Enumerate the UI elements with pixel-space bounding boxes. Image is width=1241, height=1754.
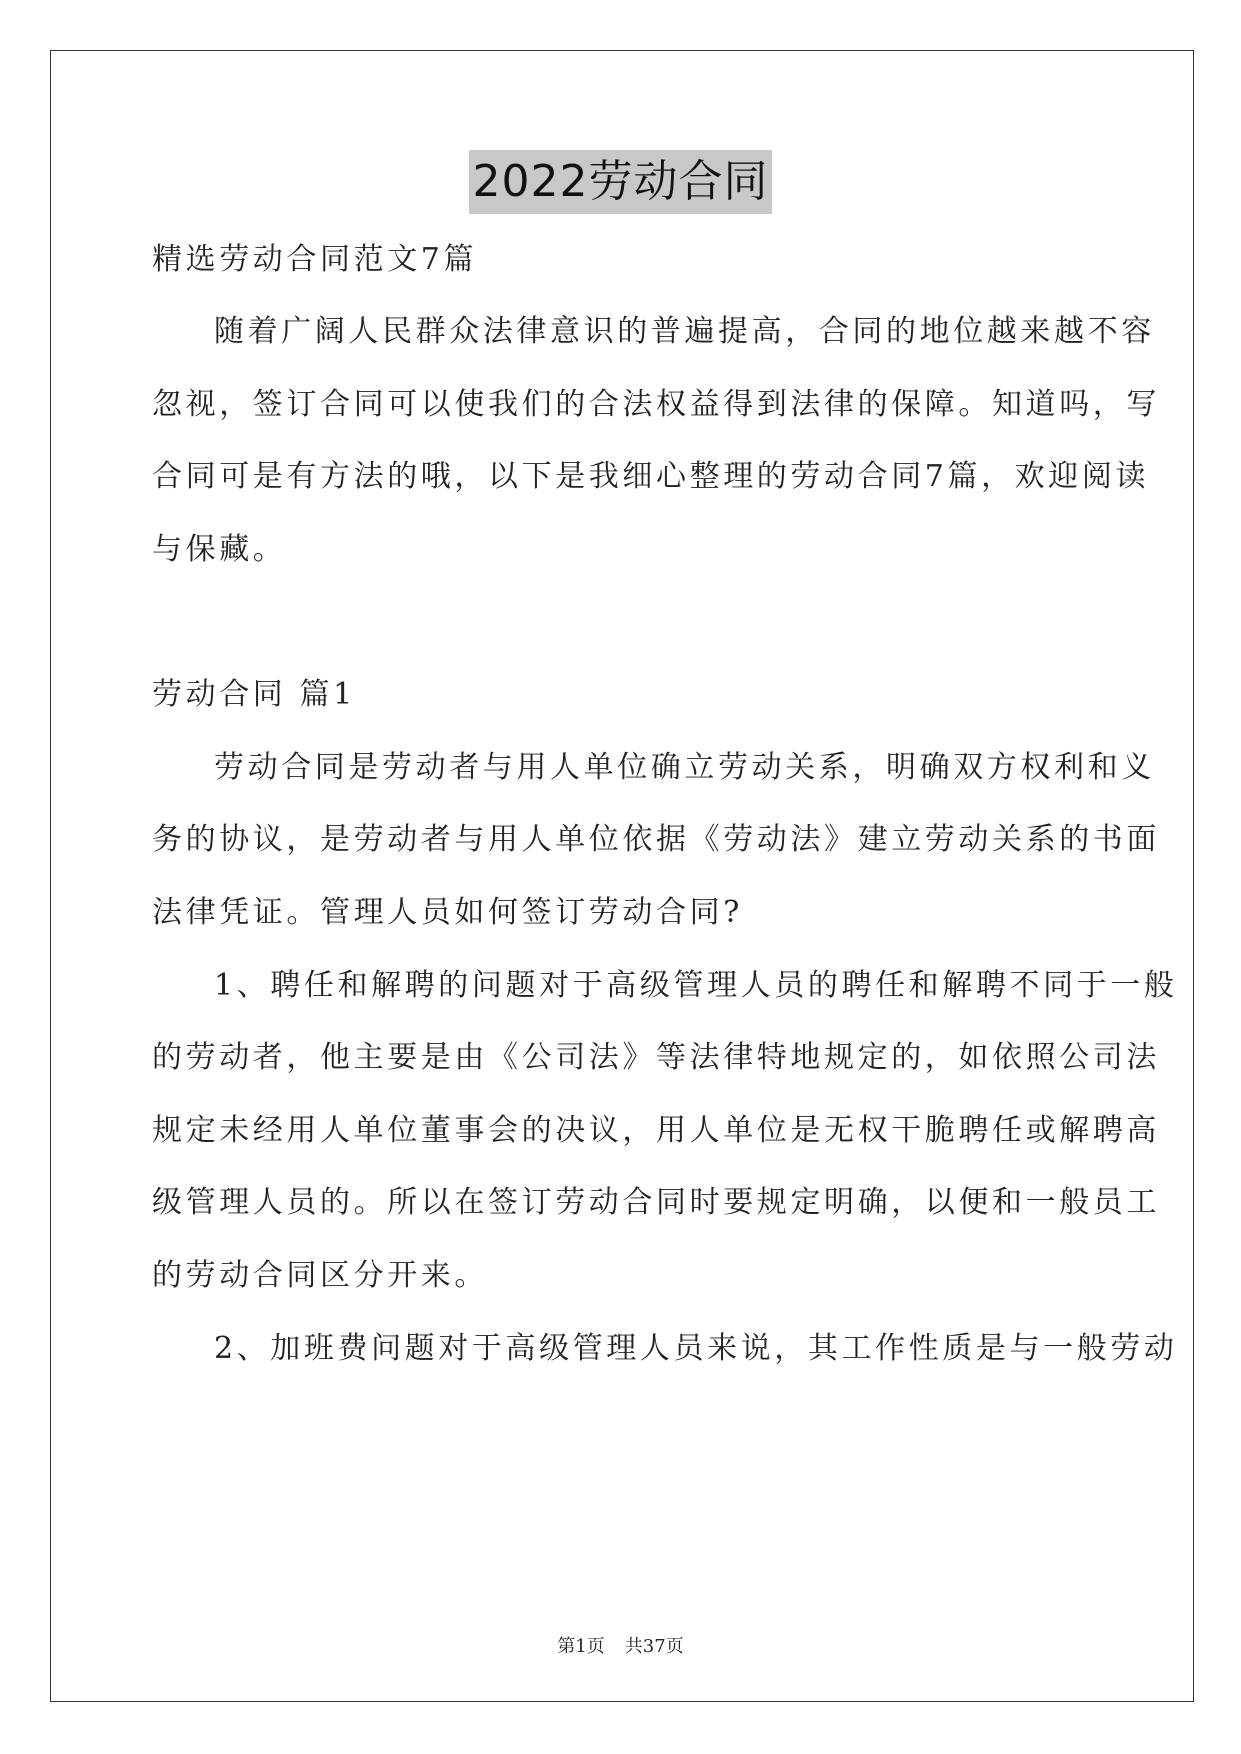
paragraph-line: 1、聘任和解聘的问题对于高级管理人员的聘任和解聘不同于一般 (214, 968, 1178, 1003)
paragraph-line: 的劳动合同区分开来。 (152, 1258, 488, 1293)
paragraph-line: 级管理人员的。所以在签订劳动合同时要规定明确，以便和一般员工 (152, 1185, 1160, 1220)
page-footer (0, 1635, 1241, 1659)
paragraph-line: 与保藏。 (152, 532, 287, 567)
document-title: 2022劳动合同 (469, 150, 773, 214)
paragraph-line: 法律凭证。管理人员如何签订劳动合同? (152, 895, 743, 930)
paragraph-line: 2、加班费问题对于高级管理人员来说，其工作性质是与一般劳动 (214, 1331, 1178, 1366)
paragraph-line: 随着广阔人民群众法律意识的普遍提高，合同的地位越来越不容 (214, 314, 1155, 349)
paragraph-line: 合同可是有方法的哦，以下是我细心整理的劳动合同7篇，欢迎阅读 (152, 459, 1150, 494)
section-heading: 劳动合同 篇1 (152, 677, 356, 712)
page-border (50, 50, 1194, 1702)
paragraph-line: 务的协议，是劳动者与用人单位依据《劳动法》建立劳动关系的书面 (152, 822, 1160, 857)
page-total: 共37页 (624, 1636, 684, 1657)
paragraph-line: 的劳动者，他主要是由《公司法》等法律特地规定的，如依照公司法 (152, 1040, 1160, 1075)
paragraph-line: 规定未经用人单位董事会的决议，用人单位是无权干脆聘任或解聘高 (152, 1113, 1160, 1148)
paragraph-line: 忽视，签订合同可以使我们的合法权益得到法律的保障。知道吗，写 (152, 387, 1160, 422)
title-wrap (0, 150, 1241, 214)
paragraph-line: 劳动合同是劳动者与用人单位确立劳动关系，明确双方权利和义 (214, 750, 1155, 785)
page-number: 第1页 (557, 1636, 605, 1657)
subtitle-line: 精选劳动合同范文7篇 (152, 242, 478, 277)
